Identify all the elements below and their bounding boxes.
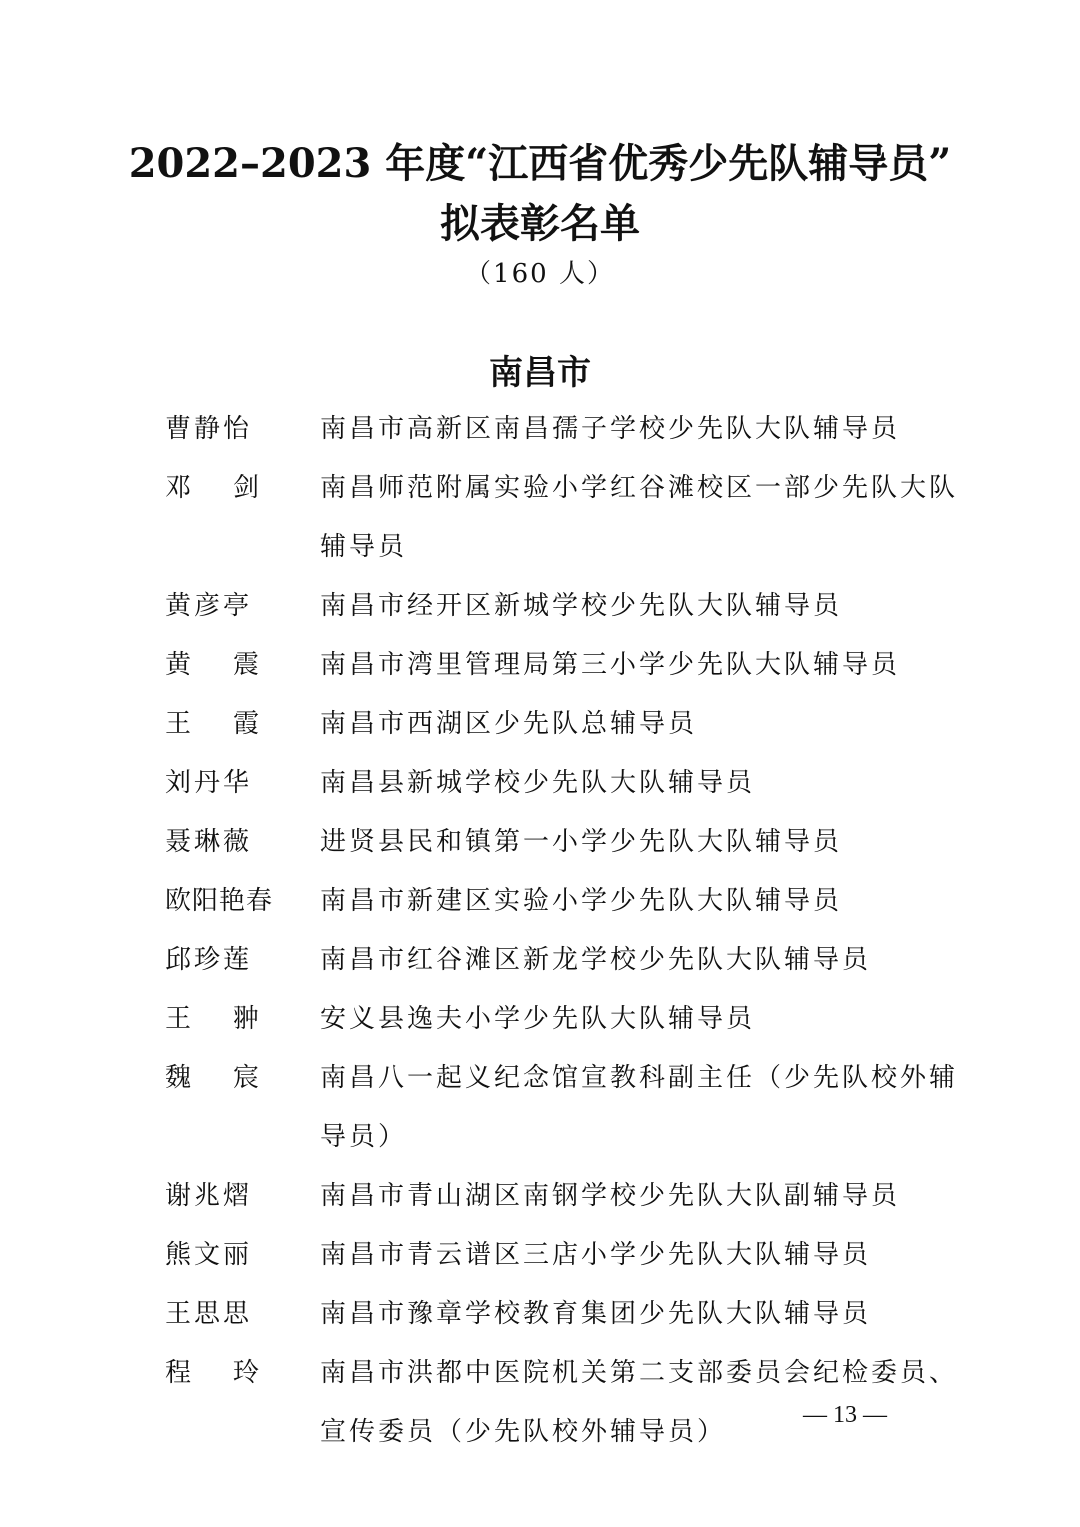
honoree-name: 刘丹华: [165, 768, 253, 798]
honoree-position: 南昌市高新区南昌孺子学校少先队大队辅导员: [320, 414, 901, 444]
list-item: [165, 813, 995, 872]
honoree-name: 欧阳艳春: [165, 886, 274, 916]
honoree-position: 进贤县民和镇第一小学少先队大队辅导员: [320, 827, 843, 857]
honoree-name: 黄震: [165, 650, 302, 680]
honoree-name: 聂琳薇: [165, 827, 253, 857]
list-item: [165, 872, 995, 931]
honoree-position: 南昌市新建区实验小学少先队大队辅导员: [320, 886, 843, 916]
list-item: [165, 1285, 995, 1344]
honoree-position: 南昌市青山湖区南钢学校少先队大队副辅导员: [320, 1181, 901, 1211]
list-item: [165, 636, 995, 695]
list-item: [165, 1049, 995, 1167]
list-item: [165, 400, 995, 459]
honoree-position: 南昌市西湖区少先队总辅导员: [320, 709, 698, 739]
honoree-position: 南昌师范附属实验小学红谷滩校区一部少先队大队辅导员: [320, 473, 959, 562]
honoree-name: 邓剑: [165, 473, 302, 503]
honoree-list: [165, 400, 995, 1462]
list-item: [165, 931, 995, 990]
honoree-position: 南昌市湾里管理局第三小学少先队大队辅导员: [320, 650, 901, 680]
region-heading: 南昌市: [489, 353, 591, 393]
list-item: [165, 459, 995, 577]
honoree-name: 王翀: [165, 1004, 302, 1034]
honoree-position: 南昌县新城学校少先队大队辅导员: [320, 768, 756, 798]
honoree-count: （160 人）: [465, 259, 615, 289]
honoree-position: 南昌市豫章学校教育集团少先队大队辅导员: [320, 1299, 872, 1329]
honoree-position: 南昌八一起义纪念馆宣教科副主任（少先队校外辅导员）: [320, 1063, 959, 1152]
honoree-name: 程玲: [165, 1358, 302, 1388]
honoree-position: 南昌市红谷滩区新龙学校少先队大队辅导员: [320, 945, 872, 975]
list-item: [165, 695, 995, 754]
list-item: [165, 1167, 995, 1226]
honoree-name: 熊文丽: [165, 1240, 253, 1270]
list-item: [165, 990, 995, 1049]
document-subtitle: 拟表彰名单: [440, 200, 640, 247]
honoree-name: 王思思: [165, 1299, 253, 1329]
honoree-name: 黄彦亭: [165, 591, 253, 621]
honoree-position: 安义县逸夫小学少先队大队辅导员: [320, 1004, 756, 1034]
honoree-position: 南昌市经开区新城学校少先队大队辅导员: [320, 591, 843, 621]
honoree-position: 南昌市青云谱区三店小学少先队大队辅导员: [320, 1240, 872, 1270]
list-item: [165, 754, 995, 813]
honoree-name: 曹静怡: [165, 414, 253, 444]
list-item: [165, 577, 995, 636]
page-number: — 13 —: [803, 1402, 887, 1428]
honoree-name: 王霞: [165, 709, 302, 739]
honoree-name: 邱珍莲: [165, 945, 253, 975]
honoree-position: 南昌市洪都中医院机关第二支部委员会纪检委员、宣传委员（少先队校外辅导员）: [320, 1358, 959, 1447]
honoree-name: 谢兆熠: [165, 1181, 253, 1211]
list-item: [165, 1226, 995, 1285]
honoree-name: 魏宸: [165, 1063, 302, 1093]
document-title: 2022–2023 年度“江西省优秀少先队辅导员”: [128, 140, 952, 187]
